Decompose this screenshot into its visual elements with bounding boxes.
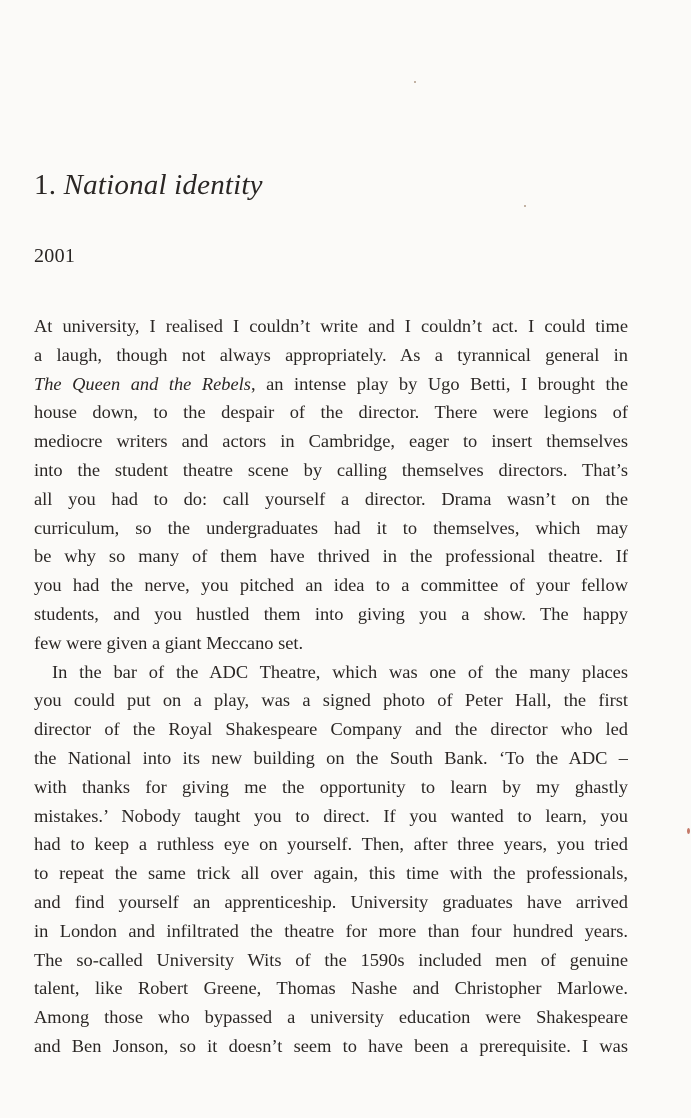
text-line: mistakes.’ Nobody taught you to direct. If you wanted to learn, you xyxy=(34,805,628,826)
text-line: and Ben Jonson, so it doesn’t seem to have been a prerequisite. I was xyxy=(34,1035,628,1056)
text-line: The so-called University Wits of the 1590s included men of genuine xyxy=(34,949,628,970)
text-line: In the bar of the ADC Theatre, which was one of the many places xyxy=(52,661,628,682)
paper-speck xyxy=(524,205,526,207)
text-line: The Queen and the Rebels, an intense play by Ugo Betti, I brought the xyxy=(34,373,628,394)
chapter-number: 1. xyxy=(34,169,57,201)
paper-speck xyxy=(687,828,690,834)
text-line: you could put on a play, was a signed photo of Peter Hall, the first xyxy=(34,690,628,711)
chapter-title xyxy=(34,169,263,202)
text-line: the National into its new building on the South Bank. ‘To the ADC – xyxy=(34,747,628,768)
text-line: director of the Royal Shakespeare Company and the director who led xyxy=(34,719,628,740)
text-line: few were given a giant Meccano set. xyxy=(34,632,304,653)
section-year: 2001 xyxy=(34,245,76,267)
text-line: be why so many of them have thrived in the professional theatre. If xyxy=(34,546,628,567)
text-line: had to keep a ruthless eye on yourself. Then, after three years, you tried xyxy=(34,834,628,855)
text-line: a laugh, though not always appropriately. As a tyrannical general in xyxy=(34,344,628,365)
text-line: house down, to the despair of the director. There were legions of xyxy=(34,402,628,423)
body-text xyxy=(34,312,628,1061)
text-line: students, and you hustled them into giving you a show. The happy xyxy=(34,603,628,624)
text-line: curriculum, so the undergraduates had it to themselves, which may xyxy=(34,517,628,538)
chapter-title-text: National identity xyxy=(63,169,263,201)
text-line: At university, I realised I couldn’t write and I couldn’t act. I could time xyxy=(34,316,628,336)
text-line: all you had to do: call yourself a director. Drama wasn’t on the xyxy=(34,488,628,509)
text-line: to repeat the same trick all over again, this time with the professionals, xyxy=(34,863,628,884)
paper-speck xyxy=(414,81,416,83)
text-line: and find yourself an apprenticeship. University graduates have arrived xyxy=(34,891,628,912)
text-line: you had the nerve, you pitched an idea to a committee of your fellow xyxy=(34,575,628,596)
text-line: in London and infiltrated the theatre for more than four hundred years. xyxy=(34,920,628,941)
text-line: mediocre writers and actors in Cambridge, eager to insert themselves xyxy=(34,431,628,452)
text-line: with thanks for giving me the opportunity to learn by my ghastly xyxy=(34,776,628,797)
text-line: Among those who bypassed a university education were Shakespeare xyxy=(34,1007,628,1028)
text-line: into the student theatre scene by calling themselves directors. That’s xyxy=(34,459,628,480)
play-title: The Queen and the Rebels xyxy=(34,373,251,394)
text-line: talent, like Robert Greene, Thomas Nashe and Christopher Marlowe. xyxy=(34,978,628,999)
